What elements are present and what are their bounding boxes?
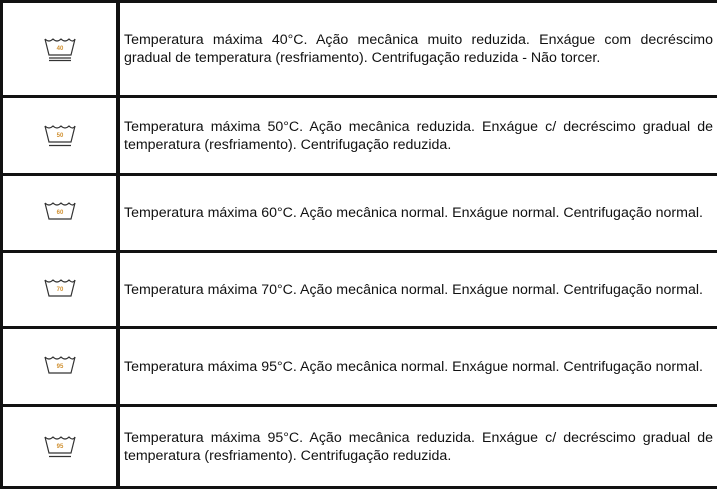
temperature-label: 50 <box>56 132 63 139</box>
icon-cell <box>3 329 120 404</box>
icon-cell <box>3 98 120 173</box>
temperature-label: 95 <box>56 443 63 450</box>
care-description: Temperatura máxima 60°C. Ação mecânica normal. Enxágue normal. Centrifugação normal. <box>124 205 703 221</box>
table-row <box>0 404 717 489</box>
description-cell <box>124 176 713 250</box>
care-description: Temperatura máxima 70°C. Ação mecânica normal. Enxágue normal. Centrifugação normal. <box>124 281 703 298</box>
icon-cell <box>3 3 120 95</box>
description-cell <box>124 329 713 404</box>
temperature-label: 95 <box>56 363 63 370</box>
icon-cell <box>3 176 120 250</box>
table-row <box>0 0 717 95</box>
temperature-label: 40 <box>56 46 63 52</box>
wash-tub-icon <box>43 200 77 226</box>
wash-tub-icon <box>43 354 77 380</box>
icon-cell <box>3 253 120 326</box>
table-row <box>0 250 717 326</box>
care-description: Temperatura máxima 95°C. Ação mecânica reduzida. Enxágue c/ decréscimo gradual de temperatura (resfriamento). Centrifugação reduzida. <box>124 429 713 464</box>
care-description: Temperatura máxima 95°C. Ação mecânica normal. Enxágue normal. Centrifugação normal. <box>124 358 703 375</box>
wash-tub-icon <box>43 36 77 62</box>
wash-tub-icon <box>43 277 77 303</box>
description-cell <box>124 3 713 95</box>
icon-cell <box>3 407 120 486</box>
temperature-label: 70 <box>56 286 63 293</box>
description-cell <box>124 253 713 326</box>
care-description: Temperatura máxima 50°C. Ação mecânica reduzida. Enxágue c/ decréscimo gradual de temperatura (resfriamento). Centrifugação reduzida. <box>124 118 713 153</box>
description-cell <box>124 98 713 173</box>
temperature-label: 60 <box>56 210 63 216</box>
care-description: Temperatura máxima 40°C. Ação mecânica muito reduzida. Enxágue com decréscimo gradual de temperatura (resfriamento). Centrifugação reduzida - Não torcer. <box>124 32 713 66</box>
table-row <box>0 95 717 173</box>
wash-tub-icon <box>43 434 77 460</box>
table-row <box>0 326 717 404</box>
description-cell <box>124 407 713 486</box>
wash-tub-icon <box>43 123 77 149</box>
table-row <box>0 173 717 250</box>
